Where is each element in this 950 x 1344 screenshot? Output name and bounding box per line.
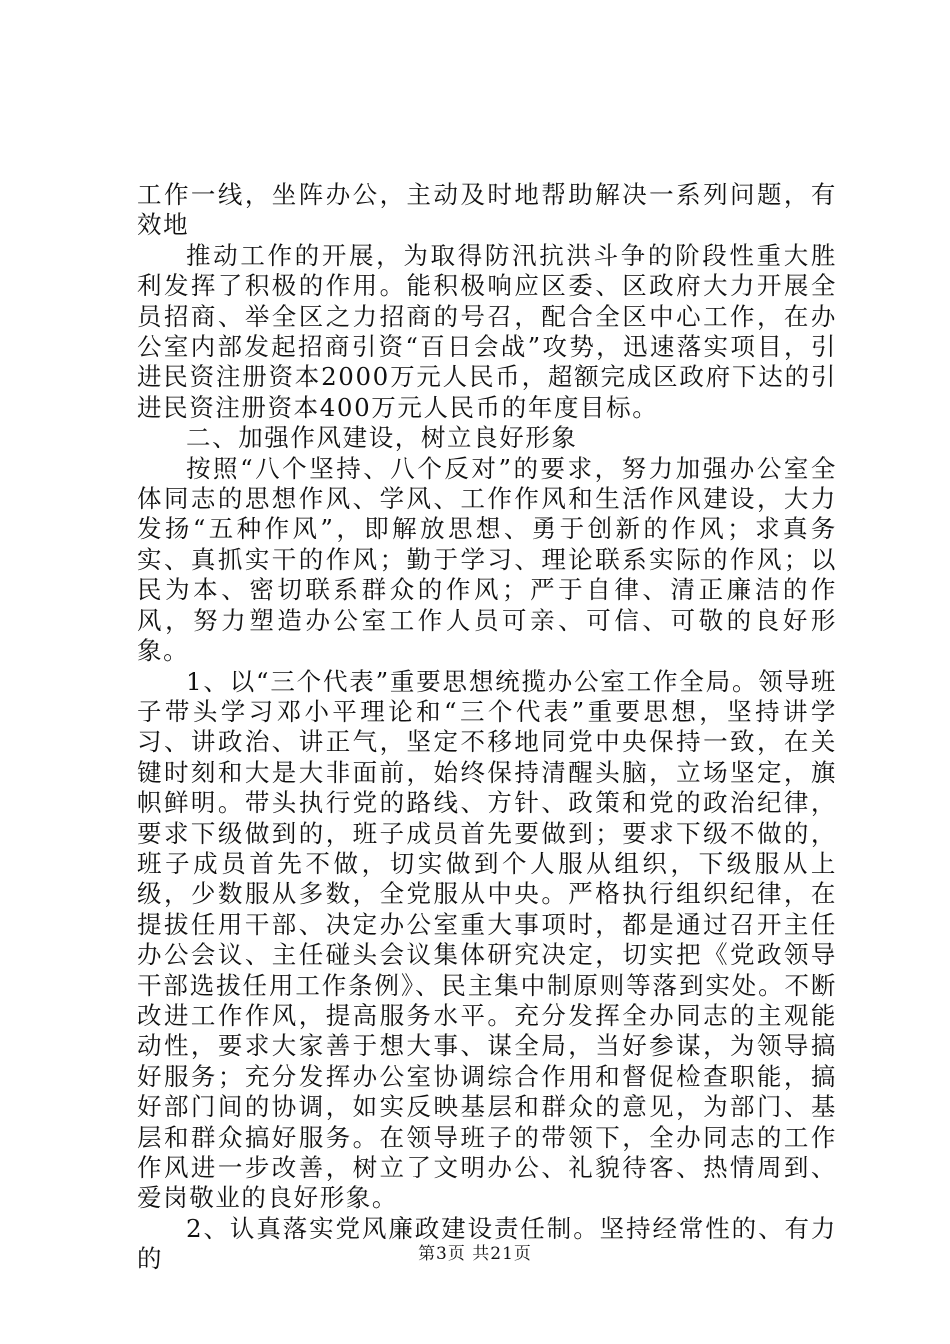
paragraph-anti-corruption: 2、认真落实党风廉政建设责任制。坚持经常性的、有力的	[137, 1213, 837, 1274]
document-body	[137, 180, 837, 1275]
page-footer	[0, 1244, 950, 1264]
section-heading-work-style: 二、加强作风建设，树立良好形象	[186, 423, 578, 453]
paragraph-three-represents: 1、以“三个代表”重要思想统揽办公室工作全局。领导班子带头学习邓小平理论和“三个代表”重要思想，坚持讲学习、讲政治、讲正气，坚定不移地同党中央保持一致，在关键时刻和大是大非面前，始终保持清醒头脑，立场坚定，旗帜鲜明。带头执行党的路线、方针、政策和党的政治纪律，要求下级做到的，班子成员首先要做到；要求下级不做的，班子成员首先不做，切实做到个人服从组织，下级服从上级，少数服从多数，全党服从中央。严格执行组织纪律，在提拔任用干部、决定办公室重大事项时，都是通过召开主任办公会议、主任碰头会议集体研究决定，切实把《党政领导干部选拔任用工作条例》、民主集中制原则等落到实处。不断改进工作作风，提高服务水平。充分发挥全办同志的主观能动性，要求大家善于想大事、谋全局，当好参谋，为领导搞好服务；充分发挥办公室协调综合作用和督促检查职能，搞好部门间的协调，如实反映基层和群众的意见，为部门、基层和群众搞好服务。在领导班子的带领下，全办同志的工作作风进一步改善，树立了文明办公、礼貌待客、热情周到、爱岗敬业的良好形象。	[137, 666, 837, 1213]
paragraph-continuation: 工作一线，坐阵办公，主动及时地帮助解决一系列问题，有效地	[137, 180, 837, 240]
paragraph-flood-and-investment: 推动工作的开展，为取得防汛抗洪斗争的阶段性重大胜利发挥了积极的作用。能积极响应区委、区政府大力开展全员招商、举全区之力招商的号召，配合全区中心工作，在办公室内部发起招商引资“百日会战”攻势，迅速落实项目，引进民资注册资本2000万元人民币，超额完成区政府下达的引进民资注册资本400万元人民币的年度目标。	[137, 240, 837, 422]
paragraph-eight-principles: 按照“八个坚持、八个反对”的要求，努力加强办公室全体同志的思想作风、学风、工作作风和生活作风建设，大力发扬“五种作风”，即解放思想、勇于创新的作风；求真务实、真抓实干的作风；勤于学习、理论联系实际的作风；以民为本、密切联系群众的作风；严于自律、清正廉洁的作风，努力塑造办公室工作人员可亲、可信、可敬的良好形象。	[137, 453, 837, 666]
page-number-label: 第3页 共21页	[418, 1244, 532, 1264]
